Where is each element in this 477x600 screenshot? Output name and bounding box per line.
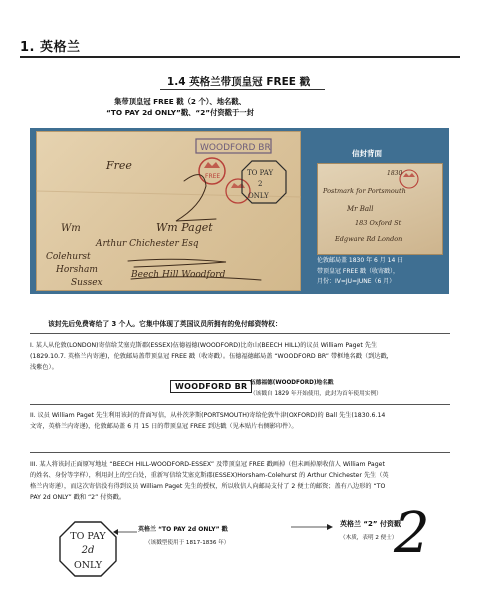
svg-text:2: 2 — [258, 180, 263, 188]
backside-caption-line3: 月份：IV=JU=JUNE（6 月） — [317, 278, 396, 285]
handwriting-free: Free — [106, 159, 132, 172]
envelope-back-image — [317, 163, 443, 255]
backside-title: 信封背面 — [352, 149, 382, 158]
envelope-back-artwork — [317, 163, 443, 255]
handwriting-sussex: Sussex — [71, 278, 103, 288]
cover-caption-line2: “TO PAY 2d ONLY”戳、“2”付资戳于一封 — [106, 108, 254, 117]
section3-top-rule — [30, 452, 450, 453]
section1-line3: 浅紫色）。 — [30, 364, 58, 371]
topay-line1: TO PAY — [70, 531, 106, 542]
section3-text — [30, 459, 450, 503]
page-heading: 1.4 英格兰带顶皇冠 FREE 戳 — [166, 76, 311, 88]
handwriting-chichester: Arthur Chichester Esq — [96, 239, 199, 249]
back-handwriting-city: Edgware Rd London — [335, 235, 403, 243]
back-handwriting-postmark: Postmark for Portsmouth — [323, 187, 406, 195]
handwriting-horsham: Horsham — [56, 265, 98, 275]
section2-line2: 文寄，英格兰内寄递)，伦敦邮局盖 6 月 15 日的带顶皇冠 FREE 到达戳（见本贴片右侧影印件）。 — [30, 423, 298, 430]
topay-line3: ONLY — [73, 560, 103, 571]
section2-top-rule — [30, 404, 450, 405]
section-title: 1. 英格兰 — [20, 40, 81, 55]
backside-caption-line2: 带顶皇冠 FREE 戳（收寄戳）， — [317, 267, 400, 275]
twod-sub: （木质，表明 2 便士） — [340, 535, 398, 541]
section2-text — [30, 410, 450, 432]
strike-through-1 — [128, 259, 226, 267]
crown-free-back-stamp — [400, 170, 418, 188]
backside-caption-line1: 伦敦邮局盖 1830 年 6 月 14 日 — [317, 257, 404, 264]
left-arrow-icon — [112, 527, 138, 537]
svg-text:ONLY: ONLY — [248, 192, 269, 200]
svg-text:TO PAY: TO PAY — [247, 169, 274, 177]
topay-line2: 2d — [81, 545, 95, 556]
topay-caption: 英格兰 “TO PAY 2d ONLY” 戳 — [138, 526, 228, 533]
section-divider — [20, 56, 460, 58]
section3-line3: 格兰内寄递），而这次寄信没有得到议员 William Paget 先生的授权，所以收信人向邮局支付了 2 便士的邮资；盖有八边形的 “TO — [30, 483, 386, 490]
woodford-stamp-text: WOODFORD BR — [200, 143, 271, 153]
woodford-note-title: 伍德福德(WOODFORD)地名戳 — [250, 380, 334, 386]
cover-caption — [60, 96, 300, 118]
handwriting-paget: Wm Paget — [156, 221, 213, 234]
back-handwriting-name: Mr Ball — [347, 205, 374, 213]
crown-free-stamp-1 — [199, 158, 225, 184]
cover-caption-line1: 集带顶皇冠 FREE 戳（2 个）、地名戳、 — [114, 97, 246, 106]
handwriting-initial: Wm — [61, 223, 81, 234]
back-handwriting-street: 183 Oxford St — [355, 219, 402, 227]
right-arrow-icon — [290, 522, 334, 532]
handwriting-colehurst: Colehurst — [46, 252, 91, 262]
envelope-artwork — [36, 131, 301, 291]
section1-line1: I. 某人从伦敦(LONDON)寄信给艾塞克斯郡(ESSEX)伍德福德(WOODFORD)比奇山(BEECH HILL)的议员 William Paget 先生 — [30, 342, 378, 349]
envelope-front-image — [36, 131, 301, 291]
section3-line1: III. 某人将该封正面原写地址 “BEECH HILL-WOODFORD-ESSEX” 及带顶皇冠 FREE 戳画掉（但未画掉原收信人 William Paget — [30, 461, 385, 468]
section2-line1: II. 议员 William Paget 先生利用该封的背面写信，从朴茨茅斯(PORTSMOUTH)寄给伦敦牛津(OXFORD)的 Ball 先生(1830.6.14 — [30, 412, 386, 419]
backside-caption — [317, 256, 449, 288]
two-d-stamp-illustration: 2 — [394, 501, 430, 566]
back-handwriting-year: 1830 — [387, 170, 403, 177]
section3-line4: PAY 2d ONLY” 戳和 “2” 付资戳。 — [30, 494, 126, 501]
twod-caption: 英格兰 “2” 付资戳 — [340, 520, 401, 528]
crown-free-stamp-2 — [226, 179, 250, 203]
section1-text — [30, 340, 450, 373]
handwritten-two — [176, 175, 216, 221]
page-heading-underline — [160, 89, 325, 90]
section1-top-rule — [30, 333, 450, 334]
topay-stamp-illustration — [58, 520, 118, 578]
woodford-stamp-illustration: WOODFORD BR — [170, 380, 252, 393]
section1-line2: (1829.10.7. 英格兰内寄递)，伦敦邮局盖带顶皇冠 FREE 戳（收寄戳）。伍德福德邮局盖 “WOODFORD BR” 带框地名戳（到达戳， — [30, 353, 393, 360]
topay-sub: （该戳型使用于 1817-1836 年） — [145, 540, 230, 546]
intro-text: 该封先后免费寄给了 3 个人。它集中体现了英国议员所拥有的免付邮资特权： — [48, 320, 282, 328]
handwriting-beech-hill: Beech Hill Woodford — [131, 270, 226, 280]
woodford-note-sub: （该戳自 1829 年开始使用，此封为首年使用实例） — [250, 391, 382, 397]
section3-line2: 的姓名、身份等字样），利用封上的空白处，重新写信给艾塞克斯郡(ESSEX)Horsham-Colehurst 的 Arthur Chichester 先生（英 — [30, 472, 389, 479]
svg-text:FREE: FREE — [205, 173, 221, 180]
